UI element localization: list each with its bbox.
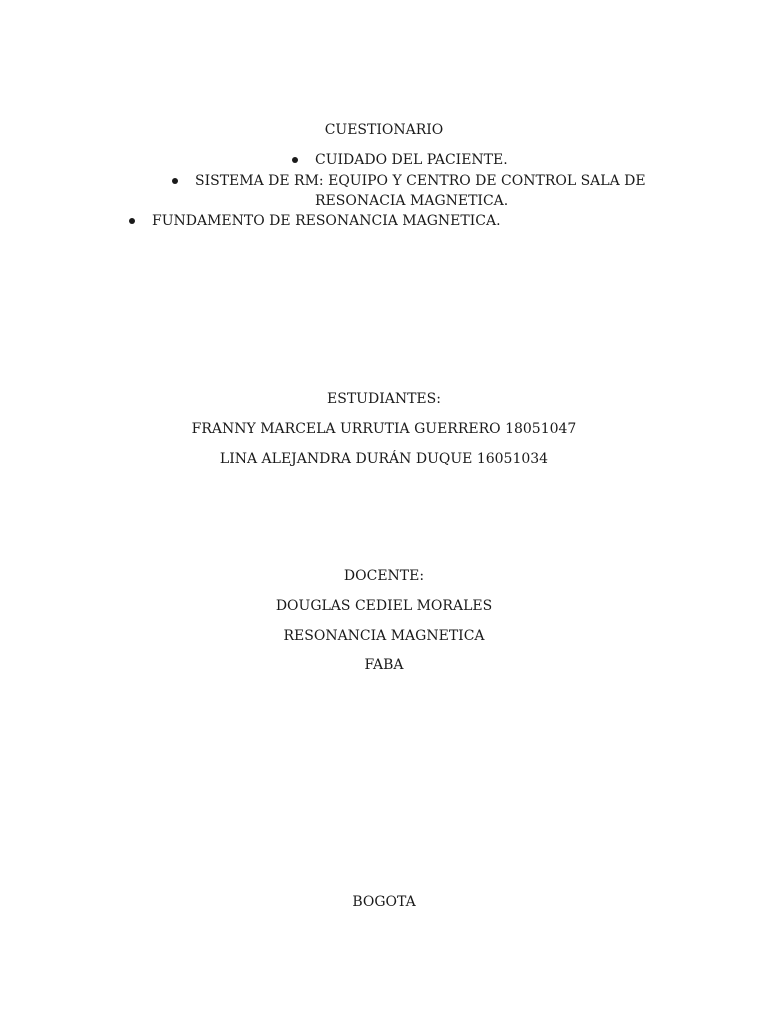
city-name: BOGOTA (352, 894, 416, 910)
topic-item: SISTEMA DE RM: EQUIPO Y CENTRO DE CONTROL SALA DE (195, 173, 646, 189)
teacher-label: DOCENTE: (343, 568, 425, 584)
student-name: FRANNY MARCELA URRUTIA GUERRERO 18051047 (191, 421, 577, 437)
bullet-icon (292, 157, 298, 163)
institution-name: FABA (364, 657, 404, 673)
teacher-name: DOUGLAS CEDIEL MORALES (275, 598, 493, 614)
bullet-icon (129, 218, 135, 224)
students-label: ESTUDIANTES: (327, 391, 441, 407)
student-name: LINA ALEJANDRA DURÁN DUQUE 16051034 (219, 451, 549, 467)
bullet-icon (172, 178, 178, 184)
topic-item-continuation: RESONACIA MAGNETICA. (315, 193, 509, 209)
topic-item: CUIDADO DEL PACIENTE. (315, 152, 508, 168)
document-title: CUESTIONARIO (324, 122, 444, 138)
topic-item: FUNDAMENTO DE RESONANCIA MAGNETICA. (152, 213, 501, 229)
course-name: RESONANCIA MAGNETICA (283, 628, 485, 644)
